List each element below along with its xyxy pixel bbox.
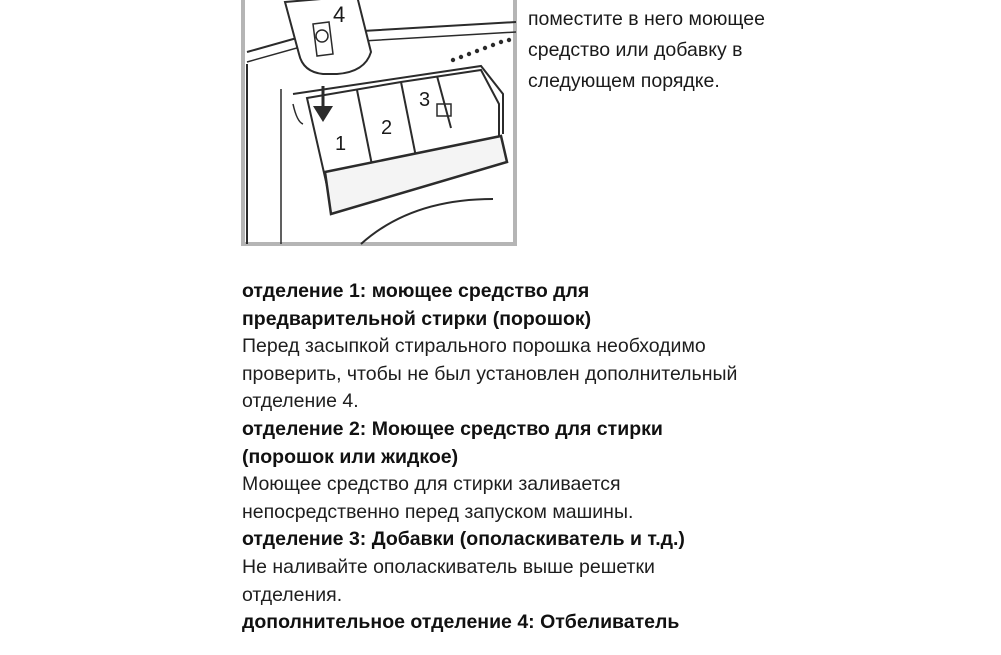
section-heading: предварительной стирки (порошок)	[242, 307, 592, 330]
section-body: проверить, чтобы не был установлен дополнительный	[242, 362, 738, 385]
drawer-drawing	[241, 0, 517, 246]
compartment-2-label: 2	[381, 117, 393, 139]
detergent-drawer-illustration	[241, 0, 517, 246]
intro-line: следующем порядке.	[528, 70, 720, 92]
compartment-descriptions	[242, 278, 842, 637]
section-heading: дополнительное отделение 4: Отбеливатель	[242, 611, 680, 634]
compartment-1-label: 1	[335, 133, 347, 155]
compartment-4-label: 4	[333, 2, 346, 27]
section-body: непосредственно перед запуском машины.	[242, 500, 634, 523]
insert-valve	[316, 30, 328, 42]
section-compartment-2	[242, 416, 842, 526]
section-body: Не наливайте ополаскиватель выше решетки	[242, 555, 655, 578]
section-heading: отделение 1: моющее средство для	[242, 280, 590, 302]
section-heading: (порошок или жидкое)	[242, 445, 459, 468]
section-body: отделение 4.	[242, 390, 359, 413]
compartment-3-label: 3	[419, 89, 431, 111]
section-heading: отделение 2: Моющее средство для стирки	[242, 417, 663, 440]
intro-line: средство или добавку в	[528, 39, 743, 61]
section-body: Моющее средство для стирки заливается	[242, 473, 621, 496]
intro-paragraph	[528, 4, 828, 97]
section-compartment-4	[242, 609, 842, 637]
section-heading: отделение 3: Добавки (ополаскиватель и т.д.)	[242, 528, 685, 551]
section-body: отделения.	[242, 583, 343, 606]
intro-line: поместите в него моющее	[528, 8, 765, 30]
section-compartment-3	[242, 526, 842, 609]
section-compartment-1	[242, 278, 842, 416]
section-body: Перед засыпкой стирального порошка необходимо	[242, 335, 706, 358]
